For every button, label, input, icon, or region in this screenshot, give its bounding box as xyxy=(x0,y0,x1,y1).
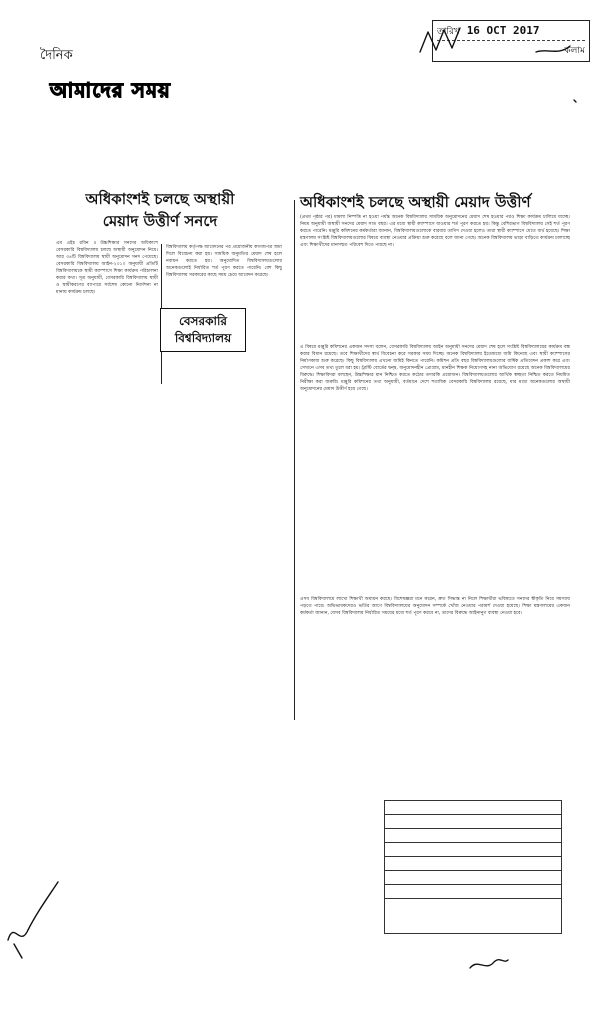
table-row xyxy=(385,885,562,899)
signature-left-tail xyxy=(14,944,22,958)
table-row xyxy=(385,843,562,857)
table-cell xyxy=(385,871,562,885)
table-row xyxy=(385,857,562,871)
left-article-col1: এম এইচ রবিন ॥ উচ্চশিক্ষার সনদের অধিকাংশ বেসরকারি বিশ্ববিদ্যালয় চলছে অস্থায়ী অনুমোদন নিয়ে। আর ৩৪টি বিশ্ববিদ্যালয় স্থায়ী অনুমোদন সনদ পেয়েছে। বেসরকারি বিশ্ববিদ্যালয় আইন-২০১০ অনুযায়ী প্রতিটি বিশ্ববিদ্যালয়কে স্থায়ী ক্যাম্পাসে শিক্ষা কার্যক্রম পরিচালনা করার কথা। সূত্র অনুযায়ী, বেসরকারি বিশ্ববিদ্যালয় স্থায়ী ও স্থায়ীকরণের ব্যাপারে সর্বশেষ কোনো নির্দেশনা না মানায় কার্যক্রম চলছে। xyxy=(56,241,158,295)
masthead-name: আমাদের সময় xyxy=(50,78,171,102)
table-row xyxy=(385,899,562,934)
left-headline-line2: মেয়াদ উত্তীর্ণ সনদে xyxy=(102,212,218,230)
stamp-date: 16 OCT 2017 xyxy=(466,24,540,37)
left-headline xyxy=(30,188,290,232)
article-separator xyxy=(294,200,295,720)
right-article-body2: এ বিষয়ে মঞ্জুরি কমিশনের একজন সদস্য বলেন, বেসরকারি বিশ্ববিদ্যালয় আইন অনুযায়ী সনদের মেয়াদ শেষ হলে সংশ্লিষ্ট বিশ্ববিদ্যালয়ের কার্যক্রম বন্ধ করার বিধান রয়েছে। তবে শিক্ষার্থীদের স্বার্থ বিবেচনা করে সরকার সময় দিচ্ছে। অনেক বিশ্ববিদ্যালয় ইতোমধ্যে জমি কিনেছে এবং স্থায়ী ক্যাম্পাসের নির্মাণকাজ শুরু করেছে। কিছু বিশ্ববিদ্যালয় এখনো জমিই কিনতে পারেনি। কমিশন প্রতি বছর বিশ্ববিদ্যালয়গুলোর বার্ষিক প্রতিবেদন প্রকাশ করে এবং সেখানে এসব তথ্য তুলে ধরা হয়। ট্রাস্টি বোর্ডের দ্বন্দ্ব, অনুমোদনহীন প্রোগ্রাম, মানহীন শিক্ষক নিয়োগসহ নানা অভিযোগ রয়েছে অনেক বিশ্ববিদ্যালয়ের বিরুদ্ধে। শিক্ষাবিদরা বলছেন, উচ্চশিক্ষার মান নিশ্চিত করতে কঠোর তদারকি প্রয়োজন। বিশ্ববিদ্যালয়গুলোর আর্থিক স্বচ্ছতা নিশ্চিত করতে নিয়মিত নিরীক্ষা করা জরুরি। মঞ্জুরি কমিশনের তথ্য অনুযায়ী, বর্তমানে দেশে শতাধিক বেসরকারি বিশ্ববিদ্যালয় রয়েছে, যার মধ্যে অনেকগুলোর অস্থায়ী অনুমোদনের মেয়াদ উত্তীর্ণ হয়ে গেছে। xyxy=(300,345,570,392)
ink-dot xyxy=(574,100,576,102)
table-row xyxy=(385,829,562,843)
table-row xyxy=(385,801,562,815)
left-headline-line1: অধিকাংশই চলছে অস্থায়ী xyxy=(85,190,235,208)
stamp-scribble xyxy=(420,28,460,52)
table-cell xyxy=(385,815,562,829)
left-article-col2: বিশ্ববিদ্যালয় কর্তৃপক্ষ আবেদনের পর প্রয়োজনীয় কাগজপত্র জমা দিলে বিবেচনা করা হয়। সাময়িক অনুমতির মেয়াদ শেষ হলে নবায়ন করতে হয়। অনুমোদিত বিশ্ববিদ্যালয়গুলোর অনেকগুলোই নির্ধারিত শর্ত পূরণ করতে পারেনি। বেশ কিছু বিশ্ববিদ্যালয় সরকারের কাছে সময় চেয়ে আবেদন করেছে। xyxy=(166,245,282,278)
table-cell xyxy=(385,843,562,857)
signature-table xyxy=(470,960,508,968)
right-article-body3: এসব বিশ্ববিদ্যালয়ে লাখো শিক্ষার্থী অধ্যয়ন করছে। বিশেষজ্ঞরা মনে করেন, দ্রুত সিদ্ধান্ত না নিলে শিক্ষার্থীরা ভবিষ্যতে সনদের স্বীকৃতি নিয়ে সমস্যায় পড়তে পারে। অভিভাবকদেরও ভর্তির আগে বিশ্ববিদ্যালয়ের অনুমোদন সম্পর্কে খোঁজ নেওয়ার পরামর্শ দেওয়া হয়েছে। শিক্ষা মন্ত্রণালয়ের একজন কর্মকর্তা জানান, যেসব বিশ্ববিদ্যালয় নির্ধারিত সময়ের মধ্যে শর্ত পূরণ করবে না, তাদের বিরুদ্ধে আইনানুগ ব্যবস্থা নেওয়া হবে। xyxy=(300,597,570,616)
masthead-prefix: দৈনিক xyxy=(40,48,73,63)
stamp-page-label: কলাম xyxy=(564,46,585,56)
table-row xyxy=(385,815,562,829)
table-cell xyxy=(385,857,562,871)
file-routing-table xyxy=(384,800,562,934)
left-article-box: বেসরকারি বিশ্ববিদ্যালয় xyxy=(160,308,246,352)
stamp-date-label: তারিখ xyxy=(437,27,460,37)
right-headline: অধিকাংশই চলছে অস্থায়ী মেয়াদ উত্তীর্ণ xyxy=(300,193,531,211)
table-cell xyxy=(385,801,562,815)
table-cell xyxy=(385,899,562,934)
stamp-initial xyxy=(536,46,570,52)
table-cell xyxy=(385,885,562,899)
signature-left xyxy=(8,882,58,940)
table-row xyxy=(385,871,562,885)
right-article-body1: (প্রথম পৃষ্ঠার পর) মামলা নিষ্পত্তি না হওয়া পর্যন্ত অনেক বিশ্ববিদ্যালয় সাময়িক অনুমোদনের মেয়াদ শেষ হওয়ার পরও শিক্ষা কার্যক্রম চালিয়ে যাচ্ছে। নিয়ম অনুযায়ী অস্থায়ী সনদের মেয়াদ সাত বছর। এর মধ্যে স্থায়ী ক্যাম্পাসে যাওয়ার শর্ত পূরণ করতে হয়। কিন্তু বেশিরভাগ বিশ্ববিদ্যালয় সেই শর্ত পূরণ করতে পারেনি। মঞ্জুরি কমিশনের কর্মকর্তারা জানান, বিশ্ববিদ্যালয়গুলোকে বারবার তাগিদ দেওয়া হলেও তারা স্থায়ী ক্যাম্পাসে যেতে ব্যর্থ হয়েছে। শিক্ষা মন্ত্রণালয় সংশ্লিষ্ট বিশ্ববিদ্যালয়গুলোর বিষয়ে ব্যবস্থা নেওয়ার প্রক্রিয়া শুরু করেছে বলে জানা গেছে। অনেক বিশ্ববিদ্যালয় ভাড়া বাড়িতে কার্যক্রম চালাচ্ছে এবং শিক্ষার্থীদের মানসম্মত পরিবেশ দিতে পারছে না। xyxy=(300,215,570,248)
table-cell xyxy=(385,829,562,843)
